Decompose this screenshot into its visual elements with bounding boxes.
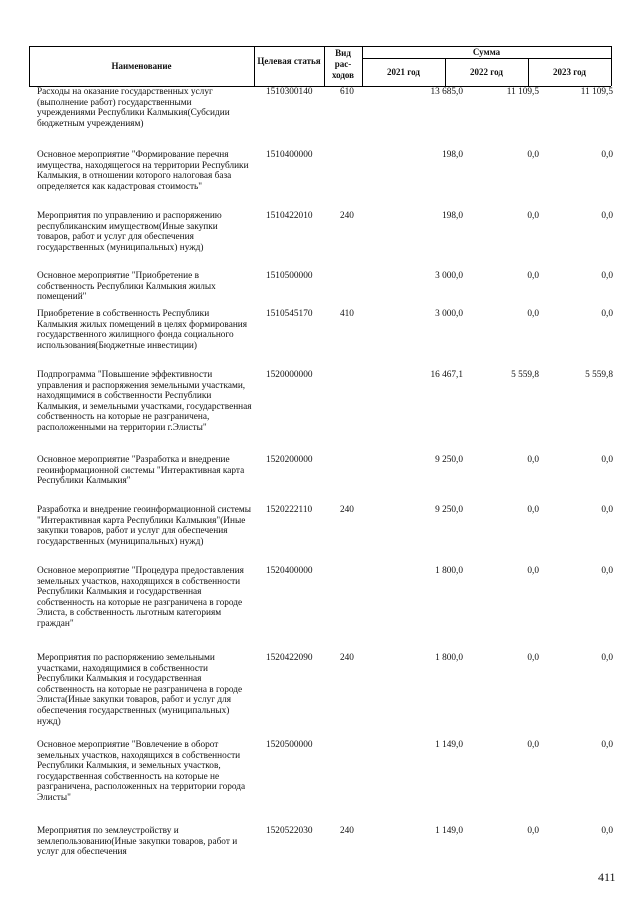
row-sum-2022: 0,0	[527, 505, 539, 515]
row-sum-2022: 0,0	[527, 653, 539, 663]
row-name: Основное мероприятие "Процедура предоставления земельных участков, находящихся в собственности Республики Калмыкия и государственная собственность на которые не разграничена в городе Элиста, в собственность льготным категориям граждан"	[37, 566, 244, 629]
row-sum-2021: 13 685,0	[430, 87, 463, 97]
row-target-article: 1510400000	[266, 150, 313, 160]
row-sum-2021: 9 250,0	[435, 505, 463, 515]
page-number: 411	[598, 870, 616, 884]
row-sum-2022: 5 559,8	[511, 370, 539, 380]
row-name: Разработка и внедрение геоинформационной системы "Интерактивная карта Республики Калмыкия"(Иные закупки товаров, работ и услуг для обеспечения государственных (муниципальных) нужд)	[37, 505, 252, 547]
row-expense-type: 240	[340, 826, 354, 836]
row-expense-type: 610	[340, 87, 354, 97]
row-sum-2021: 1 800,0	[435, 653, 463, 663]
header-divider	[254, 46, 255, 86]
header-divider	[324, 46, 325, 86]
column-header-target-article: Целевая статья	[257, 56, 321, 66]
row-name: Мероприятия по распоряжению земельными участками, находящимися в собственности Республики Калмыкия и государственная собственность на которые не разграничена в городе Элиста(Иные закупки товаров, работ и услуг для обеспечения государственных (муниципальных) нужд)	[37, 653, 243, 727]
row-sum-2021: 198,0	[442, 150, 463, 160]
row-name: Основное мероприятие "Приобретение в собственность Республики Калмыкия жилых помещений"	[37, 271, 216, 303]
row-sum-2023: 0,0	[601, 455, 613, 465]
row-sum-2023: 0,0	[601, 653, 613, 663]
sum-subheader-border	[362, 58, 611, 59]
row-name: Приобретение в собственность Республики Калмыкия жилых помещений в целях формирования государственного жилищного фонда социального использования(Бюджетные инвестиции)	[37, 309, 248, 351]
row-sum-2022: 0,0	[527, 309, 539, 319]
row-target-article: 1520200000	[266, 455, 313, 465]
row-sum-2023: 0,0	[601, 309, 613, 319]
row-expense-type: 240	[340, 653, 354, 663]
row-sum-2022: 0,0	[527, 826, 539, 836]
row-sum-2022: 0,0	[527, 271, 539, 281]
row-target-article: 1520400000	[266, 566, 313, 576]
row-name: Подпрограмма "Повышение эффективности управления и распоряжения земельными участками, находящимися в собственности Республики Калмыкия, и земельными участками, государственная собственность на которые не разграничена, расположенными на территории г.Элисты"	[37, 370, 252, 433]
column-header-expense-type: Вид рас-ходов	[331, 48, 355, 80]
row-name: Мероприятия по землеустройству и землепользованию(Иные закупки товаров, работ и услуг для обеспечения	[37, 826, 238, 858]
row-sum-2022: 0,0	[527, 455, 539, 465]
row-target-article: 1520500000	[266, 740, 313, 750]
row-expense-type: 240	[340, 211, 354, 221]
column-header-sum: Сумма	[472, 47, 501, 57]
row-target-article: 1520000000	[266, 370, 313, 380]
row-target-article: 1520522030	[266, 826, 313, 836]
row-name: Основное мероприятие "Разработка и внедрение геоинформационной системы "Интерактивная карта Республики Калмыкия"	[37, 455, 245, 487]
row-sum-2023: 11 109,5	[580, 87, 613, 97]
row-target-article: 1520222110	[266, 505, 313, 515]
row-sum-2023: 5 559,8	[585, 370, 613, 380]
column-header-2023: 2023 год	[553, 67, 586, 77]
row-sum-2023: 0,0	[601, 211, 613, 221]
row-name: Основное мероприятие "Формирование перечня имущества, находящегося на территории Республики Калмыкия, в отношении которого налоговая база определяется как кадастровая стоимость"	[37, 150, 249, 192]
column-header-name: Наименование	[111, 61, 172, 71]
row-expense-type: 240	[340, 505, 354, 515]
row-sum-2022: 0,0	[527, 566, 539, 576]
row-sum-2022: 0,0	[527, 740, 539, 750]
row-sum-2023: 0,0	[601, 271, 613, 281]
row-sum-2021: 3 000,0	[435, 271, 463, 281]
column-header-2022: 2022 год	[470, 67, 503, 77]
row-sum-2021: 1 800,0	[435, 566, 463, 576]
row-sum-2021: 9 250,0	[435, 455, 463, 465]
row-sum-2023: 0,0	[601, 505, 613, 515]
row-sum-2022: 11 109,5	[506, 87, 539, 97]
row-sum-2021: 1 149,0	[435, 826, 463, 836]
row-target-article: 1510422010	[266, 211, 313, 221]
row-sum-2021: 3 000,0	[435, 309, 463, 319]
row-sum-2023: 0,0	[601, 826, 613, 836]
row-name: Основное мероприятие "Вовлечение в оборот земельных участков, находящихся в собственности Республики Калмыкия, и земельных участков, государственная собственность на которые не разграничена, расположенных на территории города Элисты"	[37, 740, 246, 803]
row-sum-2023: 0,0	[601, 150, 613, 160]
row-sum-2022: 0,0	[527, 211, 539, 221]
row-name: Расходы на оказание государственных услуг (выполнение работ) государственными учреждениями Республики Калмыкия(Субсидии бюджетным учреждениям)	[37, 87, 230, 129]
row-target-article: 1510500000	[266, 271, 313, 281]
row-target-article: 1520422090	[266, 653, 313, 663]
row-sum-2022: 0,0	[527, 150, 539, 160]
row-sum-2023: 0,0	[601, 566, 613, 576]
row-sum-2021: 198,0	[442, 211, 463, 221]
row-target-article: 1510545170	[266, 309, 313, 319]
row-name: Мероприятия по управлению и распоряжению республиканским имуществом(Иные закупки товаров, работ и услуг для обеспечения государственных (муниципальных) нужд)	[37, 211, 222, 253]
row-sum-2021: 16 467,1	[430, 370, 463, 380]
row-target-article: 1510300140	[266, 87, 313, 97]
header-right-border	[611, 46, 612, 86]
column-header-2021: 2021 год	[387, 67, 420, 77]
row-expense-type: 410	[340, 309, 354, 319]
row-sum-2021: 1 149,0	[435, 740, 463, 750]
row-sum-2023: 0,0	[601, 740, 613, 750]
